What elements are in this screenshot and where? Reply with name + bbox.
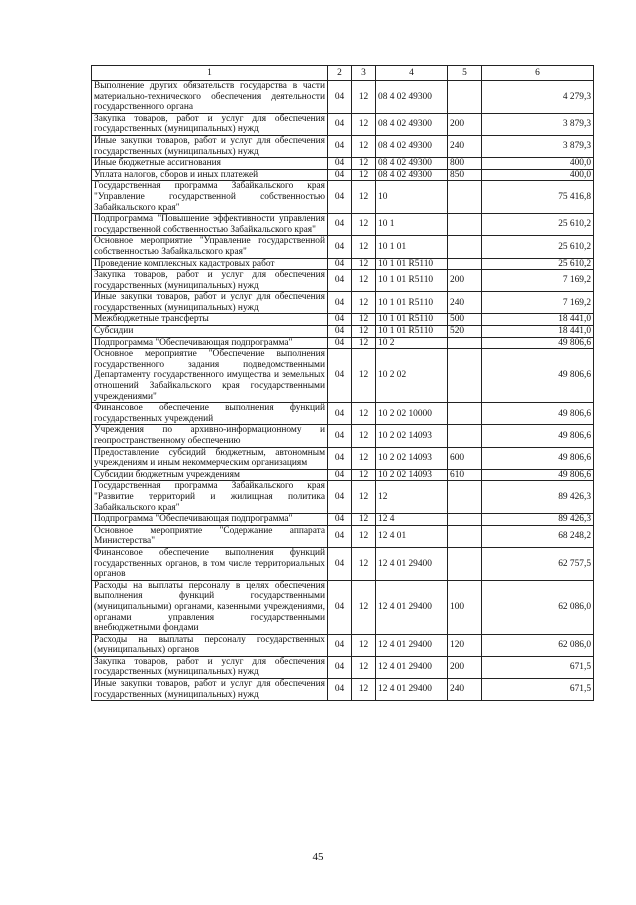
- cell-name: Закупка товаров, работ и услуг для обеспечения государственных (муниципальных) нужд: [92, 656, 328, 678]
- cell-amount: 49 806,6: [482, 403, 594, 425]
- cell-name: Субсидии: [92, 326, 328, 338]
- cell-subsection: 12: [352, 425, 376, 447]
- cell-amount: 49 806,6: [482, 349, 594, 403]
- page-number: 45: [312, 851, 324, 863]
- cell-amount: 7 169,2: [482, 292, 594, 314]
- cell-target-article: 10 2 02 10000: [376, 403, 448, 425]
- table-row: [92, 349, 594, 403]
- cell-expense-type: 240: [448, 679, 482, 701]
- cell-target-article: 12 4 01 29400: [376, 679, 448, 701]
- cell-name: Закупка товаров, работ и услуг для обеспечения государственных (муниципальных) нужд: [92, 270, 328, 292]
- cell-section: 04: [328, 403, 352, 425]
- cell-subsection: 12: [352, 656, 376, 678]
- cell-target-article: 10 1 01 R5110: [376, 314, 448, 326]
- cell-target-article: 08 4 02 49300: [376, 135, 448, 157]
- table-row: [92, 236, 594, 258]
- cell-subsection: 12: [352, 292, 376, 314]
- cell-target-article: 08 4 02 49300: [376, 113, 448, 135]
- cell-target-article: 12 4 01 29400: [376, 634, 448, 656]
- header-col-2: 2: [328, 66, 352, 81]
- cell-subsection: 12: [352, 314, 376, 326]
- cell-amount: 89 426,3: [482, 481, 594, 514]
- cell-expense-type: [448, 258, 482, 270]
- cell-amount: 49 806,6: [482, 469, 594, 481]
- table-row: [92, 634, 594, 656]
- table-row: [92, 214, 594, 236]
- cell-expense-type: [448, 81, 482, 114]
- cell-target-article: 10 1 01: [376, 236, 448, 258]
- cell-expense-type: 100: [448, 580, 482, 634]
- cell-amount: 25 610,2: [482, 236, 594, 258]
- cell-name: Расходы на выплаты персоналу в целях обеспечения выполнения функций государственными (муниципальными) органами, казенными учреждениями, органами управления государственными внебюджетными фондами: [92, 580, 328, 634]
- cell-amount: 62 757,5: [482, 547, 594, 580]
- table-header: [92, 66, 594, 81]
- cell-expense-type: [448, 403, 482, 425]
- cell-section: 04: [328, 547, 352, 580]
- header-col-1: 1: [92, 66, 328, 81]
- table-row: [92, 679, 594, 701]
- table-row: [92, 481, 594, 514]
- cell-name: Подпрограмма "Обеспечивающая подпрограмма": [92, 337, 328, 349]
- cell-target-article: 12: [376, 481, 448, 514]
- cell-name: Финансовое обеспечение выполнения функций государственных органов, в том числе территориальных органов: [92, 547, 328, 580]
- cell-expense-type: 240: [448, 292, 482, 314]
- cell-expense-type: [448, 547, 482, 580]
- cell-subsection: 12: [352, 326, 376, 338]
- cell-expense-type: [448, 349, 482, 403]
- header-col-5: 5: [448, 66, 482, 81]
- cell-section: 04: [328, 349, 352, 403]
- table-row: [92, 292, 594, 314]
- header-col-4: 4: [376, 66, 448, 81]
- cell-name: Основное мероприятие "Управление государственной собственностью Забайкальского края": [92, 236, 328, 258]
- cell-expense-type: [448, 514, 482, 526]
- cell-name: Финансовое обеспечение выполнения функций государственных учреждений: [92, 403, 328, 425]
- cell-name: Иные закупки товаров, работ и услуг для обеспечения государственных (муниципальных) нужд: [92, 679, 328, 701]
- cell-target-article: 10 2 02 14093: [376, 447, 448, 469]
- cell-expense-type: [448, 337, 482, 349]
- cell-amount: 400,0: [482, 158, 594, 170]
- cell-name: Основное мероприятие "Обеспечение выполнения государственного задания подведомственными Департаменту государственного имущества и земельных отношений Забайкальского края государственными учреждениями": [92, 349, 328, 403]
- cell-section: 04: [328, 236, 352, 258]
- cell-name: Государственная программа Забайкальского края "Управление государственной собственностью Забайкальского края": [92, 181, 328, 214]
- table-row: [92, 169, 594, 181]
- cell-amount: 18 441,0: [482, 326, 594, 338]
- cell-target-article: 10 1: [376, 214, 448, 236]
- cell-target-article: 12 4 01 29400: [376, 656, 448, 678]
- cell-amount: 68 248,2: [482, 525, 594, 547]
- cell-expense-type: 600: [448, 447, 482, 469]
- cell-name: Иные бюджетные ассигнования: [92, 158, 328, 170]
- cell-target-article: 12 4 01 29400: [376, 547, 448, 580]
- cell-expense-type: [448, 181, 482, 214]
- table-row: [92, 525, 594, 547]
- cell-target-article: 10 2 02 14093: [376, 469, 448, 481]
- cell-subsection: 12: [352, 158, 376, 170]
- cell-amount: 4 279,3: [482, 81, 594, 114]
- cell-subsection: 12: [352, 525, 376, 547]
- cell-subsection: 12: [352, 258, 376, 270]
- cell-name: Подпрограмма "Повышение эффективности управления государственной собственностью Забайкальского края": [92, 214, 328, 236]
- cell-expense-type: 200: [448, 113, 482, 135]
- cell-subsection: 12: [352, 469, 376, 481]
- cell-section: 04: [328, 81, 352, 114]
- cell-target-article: 08 4 02 49300: [376, 169, 448, 181]
- cell-name: Предоставление субсидий бюджетным, автономным учреждениям и иным некоммерческим организациям: [92, 447, 328, 469]
- cell-amount: 671,5: [482, 656, 594, 678]
- cell-subsection: 12: [352, 181, 376, 214]
- cell-target-article: 12 4: [376, 514, 448, 526]
- table-row: [92, 314, 594, 326]
- header-col-3: 3: [352, 66, 376, 81]
- cell-amount: 75 416,8: [482, 181, 594, 214]
- table-row: [92, 580, 594, 634]
- cell-section: 04: [328, 634, 352, 656]
- cell-subsection: 12: [352, 337, 376, 349]
- cell-section: 04: [328, 514, 352, 526]
- cell-target-article: 10 2 02 14093: [376, 425, 448, 447]
- cell-expense-type: [448, 425, 482, 447]
- table-row: [92, 158, 594, 170]
- header-col-6: 6: [482, 66, 594, 81]
- cell-section: 04: [328, 337, 352, 349]
- cell-subsection: 12: [352, 113, 376, 135]
- cell-expense-type: 240: [448, 135, 482, 157]
- cell-amount: 25 610,2: [482, 214, 594, 236]
- cell-subsection: 12: [352, 403, 376, 425]
- cell-name: Уплата налогов, сборов и иных платежей: [92, 169, 328, 181]
- cell-subsection: 12: [352, 634, 376, 656]
- cell-name: Государственная программа Забайкальского края "Развитие территорий и жилищная политика Забайкальского края": [92, 481, 328, 514]
- cell-name: Межбюджетные трансферты: [92, 314, 328, 326]
- table-row: [92, 81, 594, 114]
- cell-amount: 3 879,3: [482, 113, 594, 135]
- table-row: [92, 425, 594, 447]
- cell-section: 04: [328, 525, 352, 547]
- cell-target-article: 10 1 01 R5110: [376, 258, 448, 270]
- cell-subsection: 12: [352, 580, 376, 634]
- table-row: [92, 447, 594, 469]
- cell-amount: 49 806,6: [482, 447, 594, 469]
- cell-subsection: 12: [352, 214, 376, 236]
- cell-amount: 62 086,0: [482, 634, 594, 656]
- cell-target-article: 10 1 01 R5110: [376, 326, 448, 338]
- cell-amount: 3 879,3: [482, 135, 594, 157]
- cell-amount: 25 610,2: [482, 258, 594, 270]
- table-row: [92, 181, 594, 214]
- cell-expense-type: [448, 525, 482, 547]
- cell-amount: 400,0: [482, 169, 594, 181]
- cell-expense-type: 610: [448, 469, 482, 481]
- cell-section: 04: [328, 258, 352, 270]
- cell-subsection: 12: [352, 679, 376, 701]
- header-row: [92, 66, 594, 81]
- cell-section: 04: [328, 679, 352, 701]
- table-row: [92, 514, 594, 526]
- cell-name: Иные закупки товаров, работ и услуг для обеспечения государственных (муниципальных) нужд: [92, 292, 328, 314]
- cell-target-article: 08 4 02 49300: [376, 81, 448, 114]
- cell-section: 04: [328, 469, 352, 481]
- cell-section: 04: [328, 113, 352, 135]
- cell-name: Закупка товаров, работ и услуг для обеспечения государственных (муниципальных) нужд: [92, 113, 328, 135]
- cell-subsection: 12: [352, 547, 376, 580]
- table-row: [92, 337, 594, 349]
- cell-expense-type: [448, 214, 482, 236]
- cell-target-article: 10: [376, 181, 448, 214]
- cell-section: 04: [328, 425, 352, 447]
- cell-subsection: 12: [352, 514, 376, 526]
- table-row: [92, 403, 594, 425]
- cell-target-article: 10 2: [376, 337, 448, 349]
- cell-target-article: 10 1 01 R5110: [376, 292, 448, 314]
- cell-subsection: 12: [352, 481, 376, 514]
- cell-name: Основное мероприятие "Содержание аппарата Министерства": [92, 525, 328, 547]
- cell-target-article: 12 4 01: [376, 525, 448, 547]
- table-body: [92, 81, 594, 701]
- cell-section: 04: [328, 181, 352, 214]
- cell-expense-type: 200: [448, 270, 482, 292]
- cell-subsection: 12: [352, 169, 376, 181]
- cell-name: Субсидии бюджетным учреждениям: [92, 469, 328, 481]
- cell-subsection: 12: [352, 135, 376, 157]
- cell-name: Учреждения по архивно-информационному и геопространственному обеспечению: [92, 425, 328, 447]
- cell-section: 04: [328, 270, 352, 292]
- cell-target-article: 12 4 01 29400: [376, 580, 448, 634]
- cell-target-article: 10 1 01 R5110: [376, 270, 448, 292]
- cell-subsection: 12: [352, 81, 376, 114]
- cell-name: Иные закупки товаров, работ и услуг для обеспечения государственных (муниципальных) нужд: [92, 135, 328, 157]
- cell-subsection: 12: [352, 349, 376, 403]
- cell-section: 04: [328, 135, 352, 157]
- cell-expense-type: 850: [448, 169, 482, 181]
- cell-expense-type: 520: [448, 326, 482, 338]
- table-row: [92, 469, 594, 481]
- cell-expense-type: 200: [448, 656, 482, 678]
- cell-subsection: 12: [352, 236, 376, 258]
- cell-section: 04: [328, 447, 352, 469]
- cell-subsection: 12: [352, 270, 376, 292]
- cell-section: 04: [328, 314, 352, 326]
- cell-section: 04: [328, 656, 352, 678]
- table-row: [92, 113, 594, 135]
- cell-section: 04: [328, 292, 352, 314]
- cell-amount: 18 441,0: [482, 314, 594, 326]
- cell-section: 04: [328, 481, 352, 514]
- cell-amount: 49 806,6: [482, 425, 594, 447]
- cell-name: Расходы на выплаты персоналу государственных (муниципальных) органов: [92, 634, 328, 656]
- cell-amount: 7 169,2: [482, 270, 594, 292]
- cell-name: Проведение комплексных кадастровых работ: [92, 258, 328, 270]
- cell-section: 04: [328, 326, 352, 338]
- table-row: [92, 258, 594, 270]
- cell-section: 04: [328, 580, 352, 634]
- cell-expense-type: [448, 481, 482, 514]
- table-row: [92, 135, 594, 157]
- cell-expense-type: 120: [448, 634, 482, 656]
- cell-section: 04: [328, 169, 352, 181]
- cell-expense-type: 500: [448, 314, 482, 326]
- cell-name: Подпрограмма "Обеспечивающая подпрограмма": [92, 514, 328, 526]
- cell-target-article: 08 4 02 49300: [376, 158, 448, 170]
- cell-subsection: 12: [352, 447, 376, 469]
- table-row: [92, 270, 594, 292]
- cell-expense-type: 800: [448, 158, 482, 170]
- table-row: [92, 326, 594, 338]
- table-row: [92, 547, 594, 580]
- table-row: [92, 656, 594, 678]
- cell-amount: 671,5: [482, 679, 594, 701]
- cell-target-article: 10 2 02: [376, 349, 448, 403]
- cell-expense-type: [448, 236, 482, 258]
- cell-section: 04: [328, 214, 352, 236]
- cell-name: Выполнение других обязательств государства в части материально-технического обеспечения деятельности государственного органа: [92, 81, 328, 114]
- cell-amount: 89 426,3: [482, 514, 594, 526]
- cell-section: 04: [328, 158, 352, 170]
- budget-table: [91, 65, 594, 701]
- cell-amount: 49 806,6: [482, 337, 594, 349]
- cell-amount: 62 086,0: [482, 580, 594, 634]
